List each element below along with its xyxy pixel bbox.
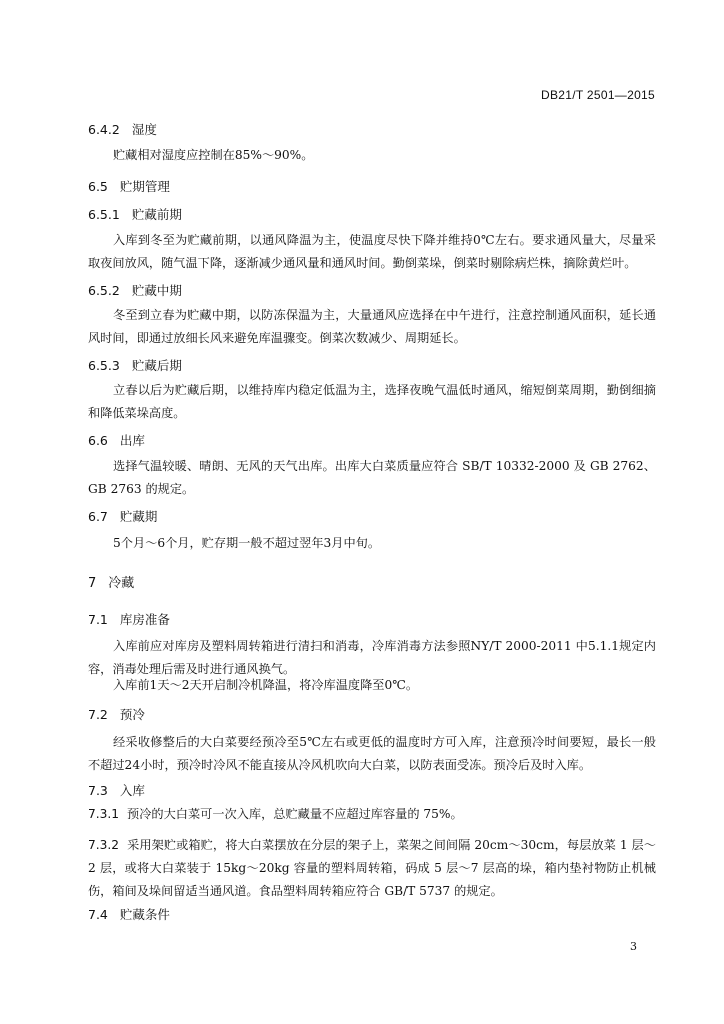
section-number: 7: [88, 576, 97, 591]
section-number: 6.5.2: [88, 283, 120, 298]
heading-6-5-3: [88, 356, 182, 374]
paragraph-late-storage: 立春以后为贮藏后期，以维持库内稳定低温为主，选择夜晚气温低时通风，缩短倒菜周期，勤倒细摘和降低菜垛高度。: [88, 383, 656, 420]
heading-7-3: [88, 781, 145, 799]
heading-7: [88, 572, 134, 591]
paragraph-early-storage: 入库到冬至为贮藏前期，以通风降温为主，使温度尽快下降并维持0℃左右。要求通风量大，尽量采取夜间放风，随气温下降，逐渐减少通风量和通风时间。勤倒菜垛，倒菜时剔除病烂株，摘除黄烂叶。: [88, 233, 656, 270]
section-title: 贮藏后期: [131, 358, 182, 373]
paragraph-precooling: 经采收修整后的大白菜要经预冷至5℃左右或更低的温度时方可入库，注意预冷时间要短，最长一般不超过24小时，预冷时冷风不能直接从冷风机吹向大白菜，以防表面受冻。预冷后及时入库。: [88, 735, 656, 772]
paragraph-7-3-2: [88, 834, 656, 903]
heading-7-1: [88, 610, 170, 628]
paragraph-room-prep: 入库前应对库房及塑料周转箱进行清扫和消毒，冷库消毒方法参照NY/T 2000-2011 中5.1.1规定内容，消毒处理后需及时进行通风换气。: [88, 639, 656, 676]
section-title: 贮藏前期: [131, 207, 182, 222]
section-title: 贮藏期: [119, 509, 158, 524]
paragraph-storage-period: 5个月～6个月，贮存期一般不超过翌年3月中旬。: [113, 536, 381, 550]
section-number: 7.3.2: [88, 838, 120, 852]
section-title: 贮藏中期: [131, 283, 182, 298]
paragraph-room-cooling: 入库前1天～2天开启制冷机降温，将冷库温度降至0℃。: [113, 678, 419, 692]
section-number: 6.5: [88, 179, 108, 194]
page-number: 3: [630, 940, 637, 953]
section-title: 出库: [119, 433, 145, 448]
section-number: 6.6: [88, 433, 108, 448]
heading-6-5: [88, 177, 170, 195]
paragraph-text: 预冷的大白菜可一次入库，总贮藏量不应超过库容量的 75%。: [127, 807, 463, 821]
section-number: 7.1: [88, 612, 108, 627]
heading-6-5-1: [88, 205, 182, 223]
paragraph-humidity: 贮藏相对湿度应控制在85%～90%。: [113, 148, 314, 162]
heading-6-7: [88, 507, 157, 525]
section-title: 贮期管理: [119, 179, 170, 194]
paragraph-text: 采用架贮或箱贮，将大白菜摆放在分层的架子上，菜架之间间隔 20cm～30cm，每层放菜 1 层～2 层，或将大白菜装于 15kg～20kg 容量的塑料周转箱，码成 5 层～7 层高的垛，箱内垫衬物防止机械伤，箱间及垛间留适当通风道。食品塑料周转箱应符合 GB/T 5737 的规定。: [88, 838, 656, 898]
section-title: 湿度: [131, 122, 157, 137]
section-number: 6.5.1: [88, 207, 120, 222]
section-number: 7.3: [88, 783, 108, 798]
section-number: 7.4: [88, 907, 108, 922]
heading-7-4: [88, 905, 170, 923]
heading-7-2: [88, 705, 145, 723]
paragraph-mid-storage: 冬至到立春为贮藏中期，以防冻保温为主，大量通风应选择在中午进行，注意控制通风面积，延长通风时间，即通过放细长风来避免库温骤变。倒菜次数减少、周期延长。: [88, 308, 656, 345]
heading-6-4-2: [88, 120, 157, 138]
section-number: 6.5.3: [88, 358, 120, 373]
section-number: 6.7: [88, 509, 108, 524]
section-number: 6.4.2: [88, 122, 120, 137]
section-number: 7.2: [88, 707, 108, 722]
paragraph-outbound: 选择气温较暖、晴朗、无风的天气出库。出库大白菜质量应符合 SB/T 10332-2000 及 GB 2762、GB 2763 的规定。: [88, 459, 656, 496]
section-title: 贮藏条件: [119, 907, 170, 922]
section-title: 库房准备: [119, 612, 170, 627]
heading-6-6: [88, 431, 145, 449]
section-title: 冷藏: [108, 576, 135, 591]
section-title: 入库: [119, 783, 145, 798]
doc-code-header: DB21/T 2501—2015: [541, 88, 655, 102]
paragraph-7-3-1: [88, 803, 656, 826]
section-number: 7.3.1: [88, 807, 120, 821]
section-title: 预冷: [119, 707, 145, 722]
heading-6-5-2: [88, 281, 182, 299]
